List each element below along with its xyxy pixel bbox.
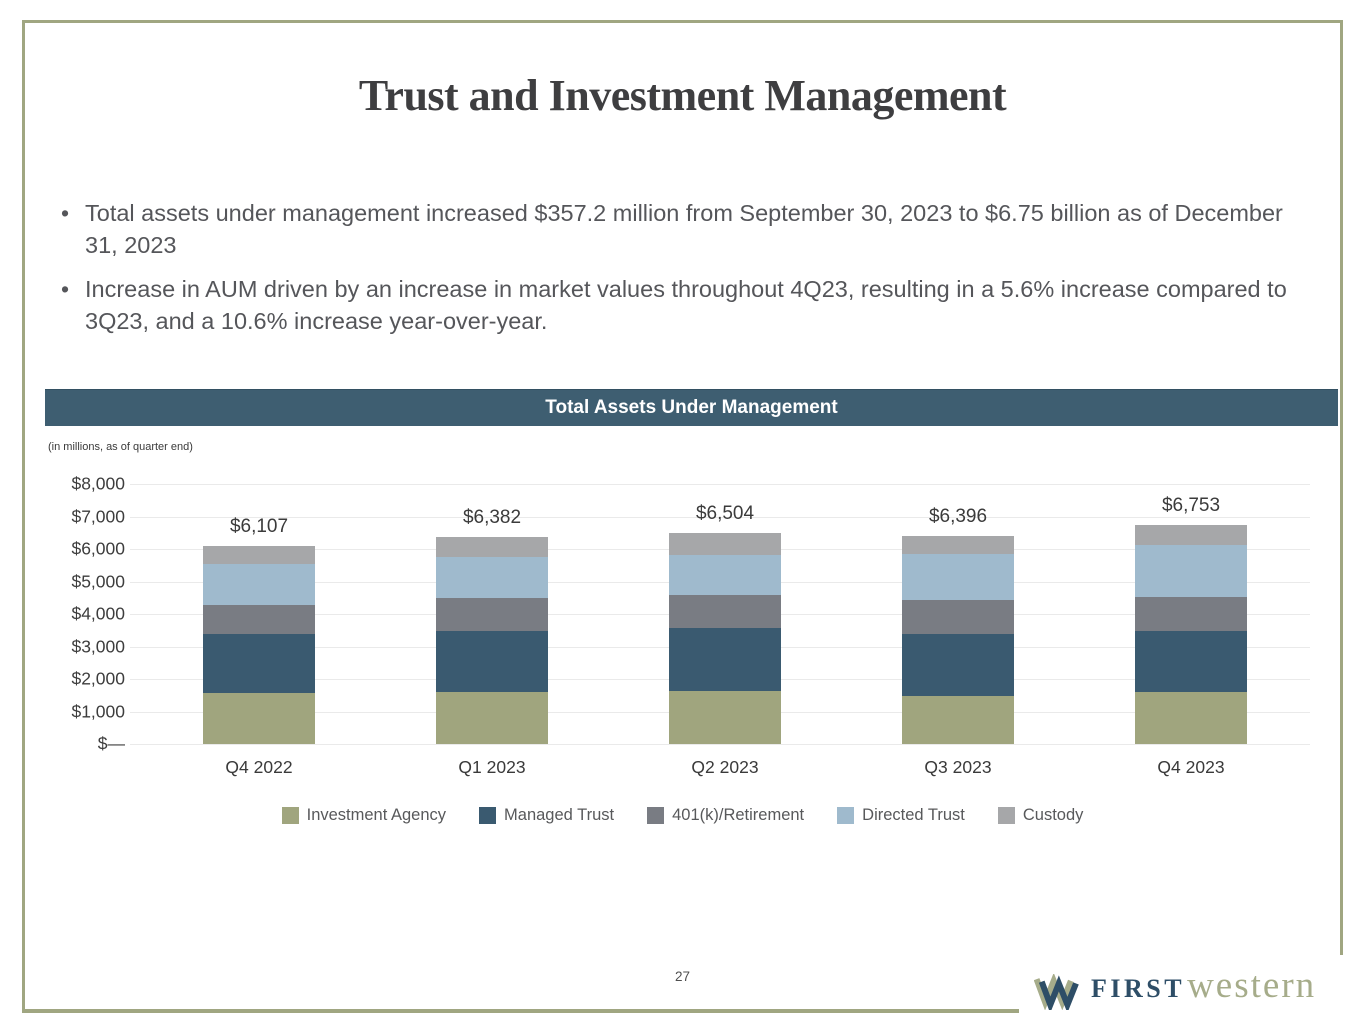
page-number: 27 xyxy=(674,969,691,984)
legend-label: Directed Trust xyxy=(862,806,965,824)
bar-segment-investment-agency xyxy=(436,692,548,744)
frame-border-left xyxy=(22,20,25,1013)
bar-segment-managed-trust xyxy=(669,628,781,691)
legend-item-investment-agency xyxy=(282,806,446,825)
bar-total-label: $6,396 xyxy=(928,506,988,528)
bar-q3-2023 xyxy=(902,536,1014,744)
bar-segment-investment-agency xyxy=(1135,692,1247,744)
legend-swatch xyxy=(837,807,854,824)
y-tick-label: $6,000 xyxy=(71,538,125,559)
bar-segment-directed-trust xyxy=(669,555,781,595)
legend-swatch xyxy=(647,807,664,824)
bar-segment-investment-agency xyxy=(902,696,1014,744)
bar-segment-investment-agency xyxy=(203,693,315,744)
chart-legend xyxy=(0,806,1365,825)
bar-segment-custody xyxy=(1135,525,1247,545)
bar-segment-managed-trust xyxy=(436,631,548,692)
legend-swatch xyxy=(998,807,1015,824)
y-tick-label: $4,000 xyxy=(71,603,125,624)
legend-label: 401(k)/Retirement xyxy=(672,806,805,824)
gridline xyxy=(130,484,1310,485)
y-axis-labels xyxy=(40,473,125,754)
legend-item-custody xyxy=(998,806,1084,825)
legend-label: Investment Agency xyxy=(306,806,447,824)
bar-segment-directed-trust xyxy=(902,554,1014,600)
bar-segment-401-k-retirement xyxy=(203,605,315,634)
logo-text-first: FIRST xyxy=(1091,974,1186,1003)
logo-text-western: western xyxy=(1187,965,1317,1006)
y-tick-label: $3,000 xyxy=(71,636,125,656)
bar-segment-investment-agency xyxy=(669,691,781,744)
stacked-bar-chart xyxy=(130,484,1310,777)
bar-q2-2023 xyxy=(669,533,781,744)
legend-item-401-k-retirement xyxy=(647,806,804,825)
y-tick-label: $5,000 xyxy=(71,571,125,591)
bar-q4-2022 xyxy=(203,546,315,744)
x-axis-label: Q4 2022 xyxy=(225,757,293,777)
bullet-list xyxy=(58,197,1310,349)
bar-segment-directed-trust xyxy=(436,557,548,598)
gridline xyxy=(130,744,1310,745)
y-tick-label: $8,000 xyxy=(71,473,125,494)
bullet-dot: • xyxy=(61,200,70,226)
frame-border-top xyxy=(22,20,1343,23)
legend-swatch xyxy=(282,807,299,824)
page-title: Trust and Investment Management xyxy=(358,71,1007,120)
x-axis-label: Q1 2023 xyxy=(458,757,526,777)
bar-total-label: $6,382 xyxy=(462,506,522,528)
y-tick-label: $— xyxy=(97,733,125,754)
x-axis-label: Q2 2023 xyxy=(691,757,759,777)
x-axis-label: Q4 2023 xyxy=(1157,757,1225,777)
bar-segment-401-k-retirement xyxy=(1135,597,1247,631)
bullet-text: Increase in AUM driven by an increase in market values throughout 4Q23, resulting in a 5.6% increase compared to 3Q23, and a 10.6% increase year-over-year. xyxy=(85,276,1287,334)
bar-total-label: $6,504 xyxy=(695,502,755,524)
legend-item-managed-trust xyxy=(479,806,614,825)
chart-subtitle: (in millions, as of quarter end) xyxy=(48,441,193,453)
x-axis-label: Q3 2023 xyxy=(924,757,992,777)
bar-segment-401-k-retirement xyxy=(902,600,1014,634)
legend-label: Managed Trust xyxy=(504,806,615,824)
bullet-text: Total assets under management increased $357.2 million from September 30, 2023 to $6.75 billion as of December 31, 2023 xyxy=(85,200,1283,258)
bar-segment-401-k-retirement xyxy=(669,595,781,628)
bar-segment-custody xyxy=(436,537,548,557)
bullet-dot: • xyxy=(61,276,70,302)
bar-segment-custody xyxy=(203,546,315,564)
bar-segment-directed-trust xyxy=(1135,545,1247,597)
bar-segment-directed-trust xyxy=(203,564,315,605)
bar-segment-managed-trust xyxy=(203,634,315,693)
bullet-item xyxy=(58,273,1310,337)
w-chevrons-icon xyxy=(1034,974,1082,1010)
first-western-logo xyxy=(1034,964,1316,1014)
bar-total-label: $6,753 xyxy=(1161,494,1221,516)
bar-segment-401-k-retirement xyxy=(436,598,548,631)
legend-label: Custody xyxy=(1022,806,1084,824)
frame-border-bottom xyxy=(22,1009,1019,1013)
legend-swatch xyxy=(479,807,496,824)
bar-segment-managed-trust xyxy=(902,634,1014,696)
chart-title: Total Assets Under Management xyxy=(545,397,838,418)
bullet-item xyxy=(58,197,1310,261)
bar-q1-2023 xyxy=(436,537,548,744)
bar-q4-2023 xyxy=(1135,525,1247,744)
y-tick-label: $1,000 xyxy=(71,701,125,721)
bar-segment-custody xyxy=(669,533,781,555)
legend-item-directed-trust xyxy=(837,806,965,825)
bar-total-label: $6,107 xyxy=(229,515,289,537)
y-tick-label: $7,000 xyxy=(71,506,125,526)
y-tick-label: $2,000 xyxy=(71,668,125,689)
bar-segment-custody xyxy=(902,536,1014,554)
bar-segment-managed-trust xyxy=(1135,631,1247,692)
chart-title-bar xyxy=(45,389,1338,426)
